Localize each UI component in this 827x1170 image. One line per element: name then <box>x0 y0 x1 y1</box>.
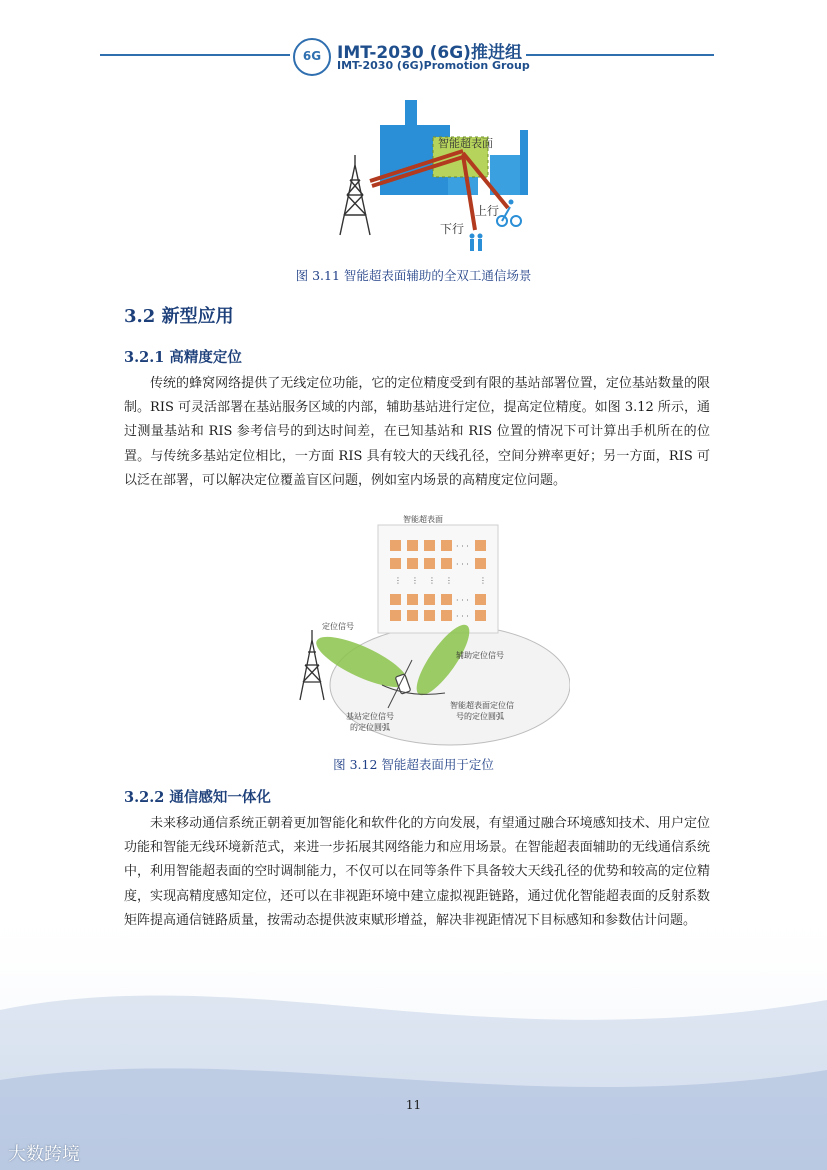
svg-text:⋮: ⋮ <box>411 576 419 585</box>
fig312-ris-arc-label-line1: 智能超表面定位信 <box>450 701 514 710</box>
figure-3-11-full-duplex-scene <box>330 95 530 260</box>
svg-text:⋮: ⋮ <box>428 576 436 585</box>
pedestrian-users-icon <box>470 234 483 252</box>
section-3-2-heading: 3.2 新型应用 <box>124 306 234 327</box>
svg-text:⋮: ⋮ <box>479 576 487 585</box>
imt2030-logo <box>293 38 331 76</box>
section-3-2-2-heading: 3.2.2 通信感知一体化 <box>124 789 271 806</box>
svg-text:⋮: ⋮ <box>394 576 402 585</box>
paragraph-high-precision-positioning: 传统的蜂窝网络提供了无线定位功能，它的定位精度受到有限的基站部署位置，定位基站数量的限制。RIS 可灵活部署在基站服务区域的内部，辅助基站进行定位，提高定位精度。如图 3.12 所示，通过测量基站和 RIS 参考信号的到达时间差，在已知基站和 RIS 位置的情况下可计算出手机所在的位置。与传统多基站定位相比，一方面 RIS 具有较大的天线孔径，空间分辨率更好；另一方面，RIS 可以泛在部署，可以解决定位覆盖盲区问题，例如室内场景的高精度定位问题。 <box>124 376 710 488</box>
paragraph-integrated-sensing-communication: 未来移动通信系统正朝着更加智能化和软件化的方向发展，有望通过融合环境感知技术、用户定位功能和智能无线环境新范式，来进一步拓展其网络能力和应用场景。在智能超表面辅助的无线通信系统中，利用智能超表面的空时调制能力，不仅可以在同等条件下具备较大天线孔径的优势和较高的定位精度，实现高精度感知定位，还可以在非视距环境中建立虚拟视距链路，通过优化智能超表面的反射系数矩阵提高通信链路质量，按需动态提供波束赋形增益，解决非视距情况下目标感知和参数估计问题。 <box>124 816 710 928</box>
fig312-bs-arc-label-line1: 基站定位信号 <box>346 712 394 721</box>
base-station-tower-icon <box>340 155 370 235</box>
svg-text:· · ·: · · · <box>456 560 469 569</box>
fig312-aux-signal-label: 辅助定位信号 <box>456 651 504 660</box>
section-3-2-1-heading: 3.2.1 高精度定位 <box>124 349 242 366</box>
header-title: IMT-2030 (6G)推进组 <box>337 43 522 63</box>
header-rule-right <box>526 54 714 56</box>
page-number: 11 <box>405 1098 422 1112</box>
fig311-downlink-label: 下行 <box>440 222 465 236</box>
cyclist-user-icon <box>497 200 521 227</box>
figure-3-12-caption: 图 3.12 智能超表面用于定位 <box>333 757 494 772</box>
figure-3-11-caption: 图 3.11 智能超表面辅助的全双工通信场景 <box>295 268 532 283</box>
fig312-ris-arc-label-line2: 号的定位圆弧 <box>456 712 504 721</box>
header-subtitle: IMT-2030 (6G)Promotion Group <box>337 59 530 72</box>
svg-text:· · ·: · · · <box>456 612 469 621</box>
svg-text:· · ·: · · · <box>456 542 469 551</box>
fig312-positioning-signal-label: 定位信号 <box>322 622 354 631</box>
svg-text:⋮: ⋮ <box>445 576 453 585</box>
watermark: 大数跨境 <box>8 1144 80 1165</box>
fig312-bs-arc-label-line2: 的定位圆弧 <box>350 723 390 732</box>
fig311-uplink-label: 上行 <box>475 204 500 218</box>
fig311-surface-label: 智能超表面 <box>438 137 493 150</box>
fig312-surface-label: 智能超表面 <box>403 515 443 524</box>
logo-text: 6G <box>302 49 322 63</box>
header-rule-left <box>100 54 290 56</box>
svg-text:· · ·: · · · <box>456 596 469 605</box>
figure-3-12-ris-positioning <box>290 510 570 748</box>
